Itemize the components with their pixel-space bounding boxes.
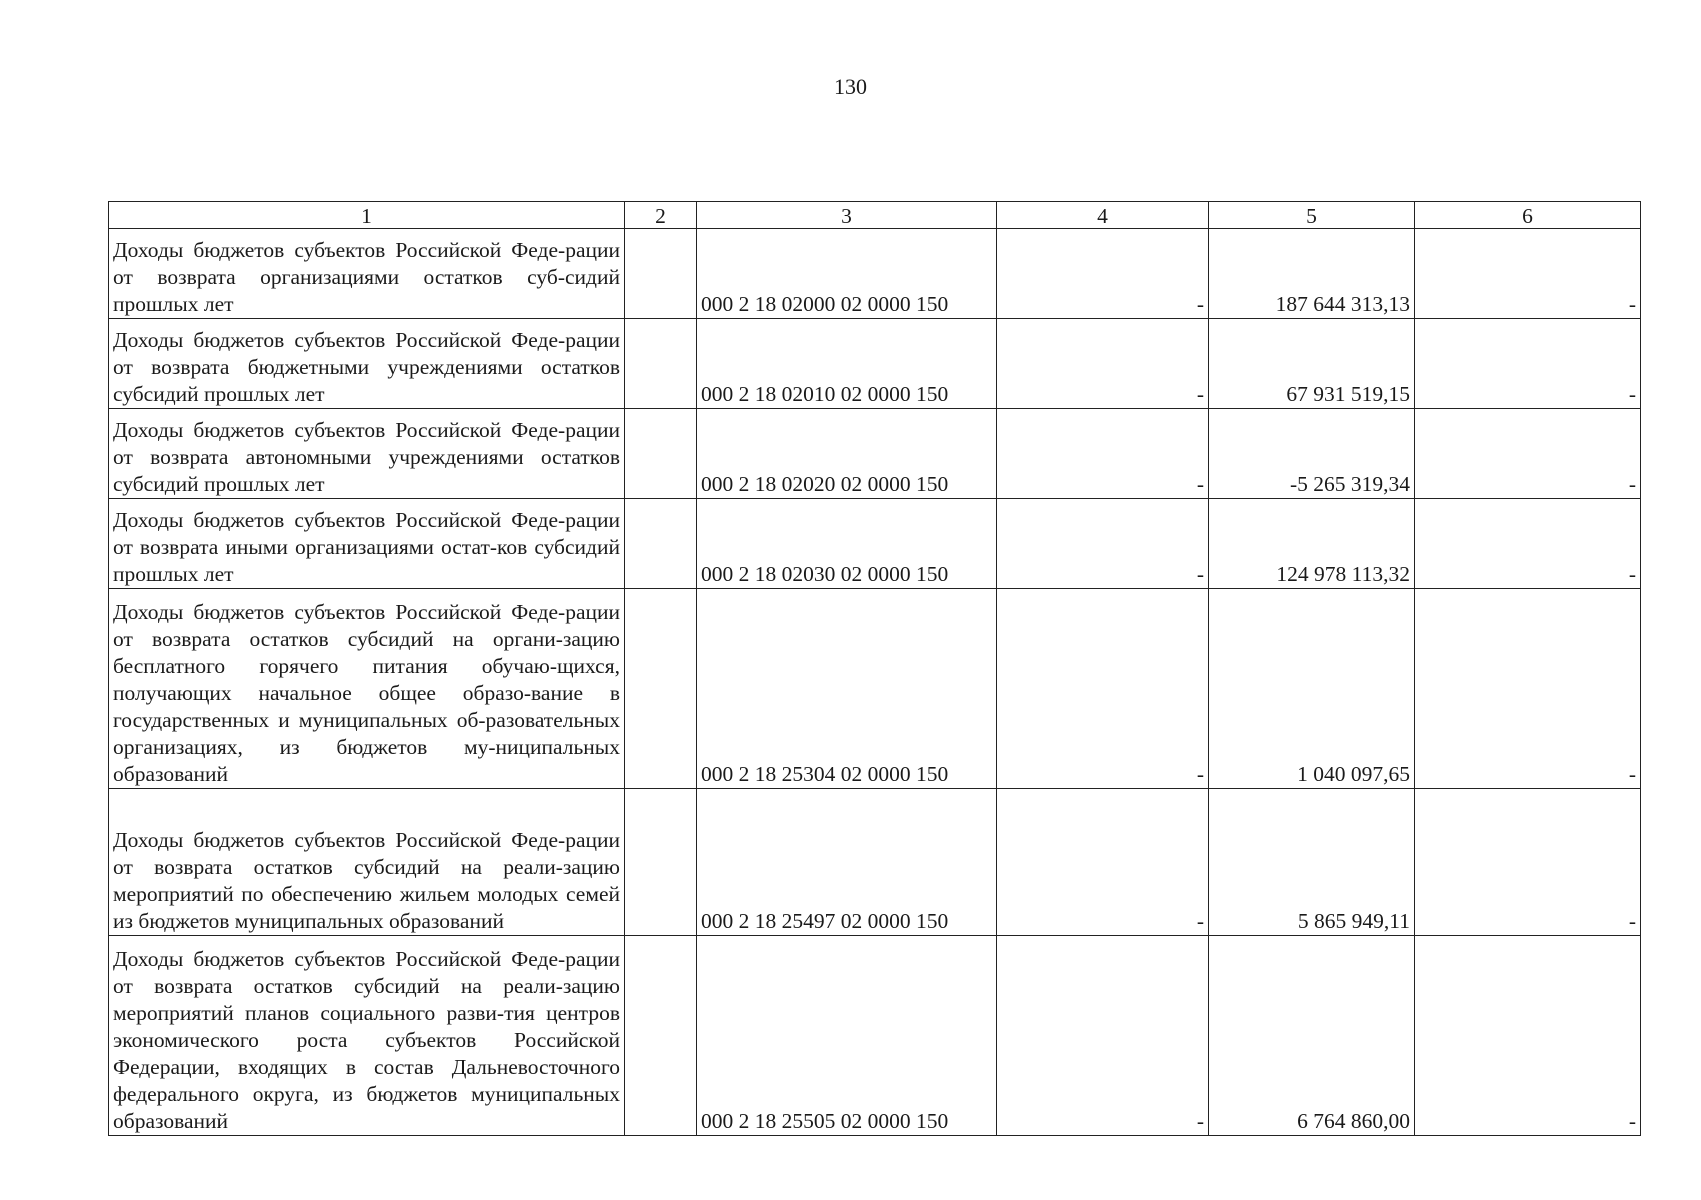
column-header-3: 3 bbox=[697, 202, 997, 229]
row-col4: - bbox=[997, 229, 1209, 319]
row-budget-code: 000 2 18 02000 02 0000 150 bbox=[697, 229, 997, 319]
column-header-5: 5 bbox=[1209, 202, 1415, 229]
table-row bbox=[109, 589, 1641, 789]
row-col2 bbox=[625, 936, 697, 1136]
row-description: Доходы бюджетов субъектов Российской Феде-рации от возврата организациями остатков суб-сидий прошлых лет bbox=[109, 229, 625, 319]
row-amount: 67 931 519,15 bbox=[1209, 319, 1415, 409]
column-header-6: 6 bbox=[1415, 202, 1641, 229]
row-budget-code: 000 2 18 25497 02 0000 150 bbox=[697, 789, 997, 936]
header-row bbox=[109, 202, 1641, 229]
row-description: Доходы бюджетов субъектов Российской Феде-рации от возврата иными организациями остат-ков субсидий прошлых лет bbox=[109, 499, 625, 589]
row-col4: - bbox=[997, 789, 1209, 936]
row-col6: - bbox=[1415, 319, 1641, 409]
row-col6: - bbox=[1415, 229, 1641, 319]
row-col4: - bbox=[997, 409, 1209, 499]
row-col4: - bbox=[997, 319, 1209, 409]
page-number: 130 bbox=[834, 74, 867, 99]
row-budget-code: 000 2 18 02030 02 0000 150 bbox=[697, 499, 997, 589]
row-col6: - bbox=[1415, 589, 1641, 789]
row-budget-code: 000 2 18 25304 02 0000 150 bbox=[697, 589, 997, 789]
row-col4: - bbox=[997, 499, 1209, 589]
row-amount: -5 265 319,34 bbox=[1209, 409, 1415, 499]
row-amount: 124 978 113,32 bbox=[1209, 499, 1415, 589]
column-header-1: 1 bbox=[109, 202, 625, 229]
row-amount: 187 644 313,13 bbox=[1209, 229, 1415, 319]
row-col2 bbox=[625, 319, 697, 409]
row-budget-code: 000 2 18 25505 02 0000 150 bbox=[697, 936, 997, 1136]
table-row bbox=[109, 229, 1641, 319]
row-description: Доходы бюджетов субъектов Российской Феде-рации от возврата остатков субсидий на органи-зацию бесплатного горячего питания обучаю-щихся, получающих начальное общее образо-вание в государственных и муниципальных об-разовательных организациях, из бюджетов му-ниципальных образований bbox=[109, 589, 625, 789]
row-amount: 6 764 860,00 bbox=[1209, 936, 1415, 1136]
row-col2 bbox=[625, 589, 697, 789]
row-col4: - bbox=[997, 589, 1209, 789]
row-col2 bbox=[625, 499, 697, 589]
row-amount: 1 040 097,65 bbox=[1209, 589, 1415, 789]
row-budget-code: 000 2 18 02010 02 0000 150 bbox=[697, 319, 997, 409]
table-body bbox=[109, 229, 1641, 1136]
row-col2 bbox=[625, 409, 697, 499]
row-col4: - bbox=[997, 936, 1209, 1136]
column-header-2: 2 bbox=[625, 202, 697, 229]
table-row bbox=[109, 499, 1641, 589]
table-header bbox=[109, 202, 1641, 229]
row-col6: - bbox=[1415, 789, 1641, 936]
row-col6: - bbox=[1415, 499, 1641, 589]
row-col6: - bbox=[1415, 936, 1641, 1136]
row-description: Доходы бюджетов субъектов Российской Феде-рации от возврата бюджетными учреждениями остатков субсидий прошлых лет bbox=[109, 319, 625, 409]
budget-revenue-table bbox=[108, 201, 1641, 1136]
table-row bbox=[109, 409, 1641, 499]
row-col2 bbox=[625, 789, 697, 936]
row-description: Доходы бюджетов субъектов Российской Феде-рации от возврата автономными учреждениями остатков субсидий прошлых лет bbox=[109, 409, 625, 499]
table-row bbox=[109, 936, 1641, 1136]
row-description: Доходы бюджетов субъектов Российской Феде-рации от возврата остатков субсидий на реали-зацию мероприятий планов социального разви-тия центров экономического роста субъектов Российской Федерации, входящих в состав Дальневосточного федерального округа, из бюджетов муниципальных образований bbox=[109, 936, 625, 1136]
row-col6: - bbox=[1415, 409, 1641, 499]
row-budget-code: 000 2 18 02020 02 0000 150 bbox=[697, 409, 997, 499]
table-row bbox=[109, 789, 1641, 936]
row-col2 bbox=[625, 229, 697, 319]
row-description: Доходы бюджетов субъектов Российской Феде-рации от возврата остатков субсидий на реали-зацию мероприятий по обеспечению жильем молодых семей из бюджетов муниципальных образований bbox=[109, 789, 625, 936]
table-row bbox=[109, 319, 1641, 409]
column-header-4: 4 bbox=[997, 202, 1209, 229]
row-amount: 5 865 949,11 bbox=[1209, 789, 1415, 936]
